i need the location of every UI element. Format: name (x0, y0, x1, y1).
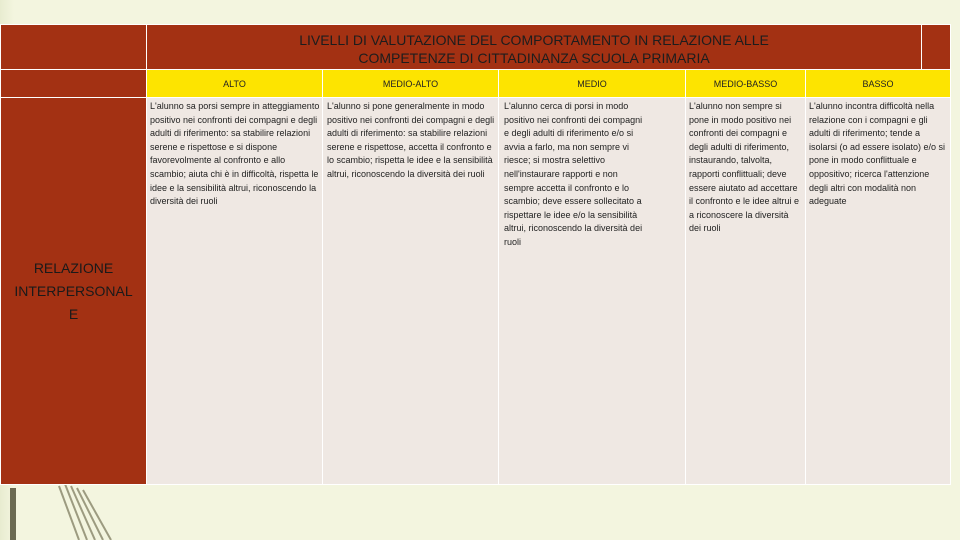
level-header-alto: ALTO (147, 70, 323, 98)
level-header-basso: BASSO (806, 70, 951, 98)
level-header-medio: MEDIO (499, 70, 686, 98)
decor-lines (55, 482, 125, 540)
level-description-medio-basso: L'alunno non sempre si pone in modo positivo nei confronti dei compagni e degli adulti di riferimento, instaurando, talvolta, rapporti conflittuali; deve essere aiutato ad accettare il confronto e le idee altrui e a riconoscere la diversità dei ruoli (686, 98, 806, 485)
level-description-alto: L'alunno sa porsi sempre in atteggiamento positivo nei confronti dei compagni e degli adulti di riferimento: sa stabilire relazioni serene e rispettose e si dispone favorevolmente al confronto e allo scambio; aiuta chi è in difficoltà, rispetta le idee e la sensibilità altrui, riconoscendo la diversità dei ruoli (147, 98, 323, 485)
title-row (1, 25, 951, 70)
header-row (1, 70, 951, 98)
row-label (1, 98, 147, 485)
table-title (147, 25, 922, 70)
evaluation-table (0, 24, 951, 485)
row-label-line-1: RELAZIONE (33, 259, 114, 276)
row-label-line-3: E (68, 305, 79, 322)
row-label-line-2: INTERPERSONAL (14, 282, 133, 299)
title-line-2: COMPETENZE DI CITTADINANZA SCUOLA PRIMARIA (358, 49, 710, 66)
corner-cell (1, 25, 147, 70)
title-end-cell (922, 25, 951, 70)
level-description-basso: L'alunno incontra difficoltà nella relazione con i compagni e gli adulti di riferimento; tende a isolarsi (o ad essere isolato) e/o si pone in modo conflittuale e oppositivo; ricerca l'attenzione degli altri con modalità non adeguate (806, 98, 951, 485)
left-decor-accent (10, 488, 16, 540)
level-header-medio-basso: MEDIO-BASSO (686, 70, 806, 98)
criteria-row (1, 98, 951, 485)
level-description-medio-alto: L'alunno si pone generalmente in modo positivo nei confronti dei compagni e degli adulti di riferimento: sa stabilire relazioni serene e rispettose, accetta il confronto e lo scambio; rispetta le idee e la sensibilità altrui, riconoscendo la diversità dei ruoli (323, 98, 499, 485)
level-header-medio-alto: MEDIO-ALTO (323, 70, 499, 98)
level-description-medio-text: L'alunno cerca di porsi in modo positivo nei confronti dei compagni e degli adulti di riferimento e/o si avvia a farlo, ma non sempre vi riesce; si mostra selettivo nell'instaurare rapporti e non sempre accetta il confronto e lo scambio; deve essere sollecitato a rispettare le idee e/o la sensibilità altrui, riconoscendo la diversità dei ruoli (504, 101, 643, 247)
title-line-1: LIVELLI DI VALUTAZIONE DEL COMPORTAMENTO IN RELAZIONE ALLE (299, 31, 769, 48)
header-corner-cell (1, 70, 147, 98)
level-description-medio (499, 98, 686, 485)
